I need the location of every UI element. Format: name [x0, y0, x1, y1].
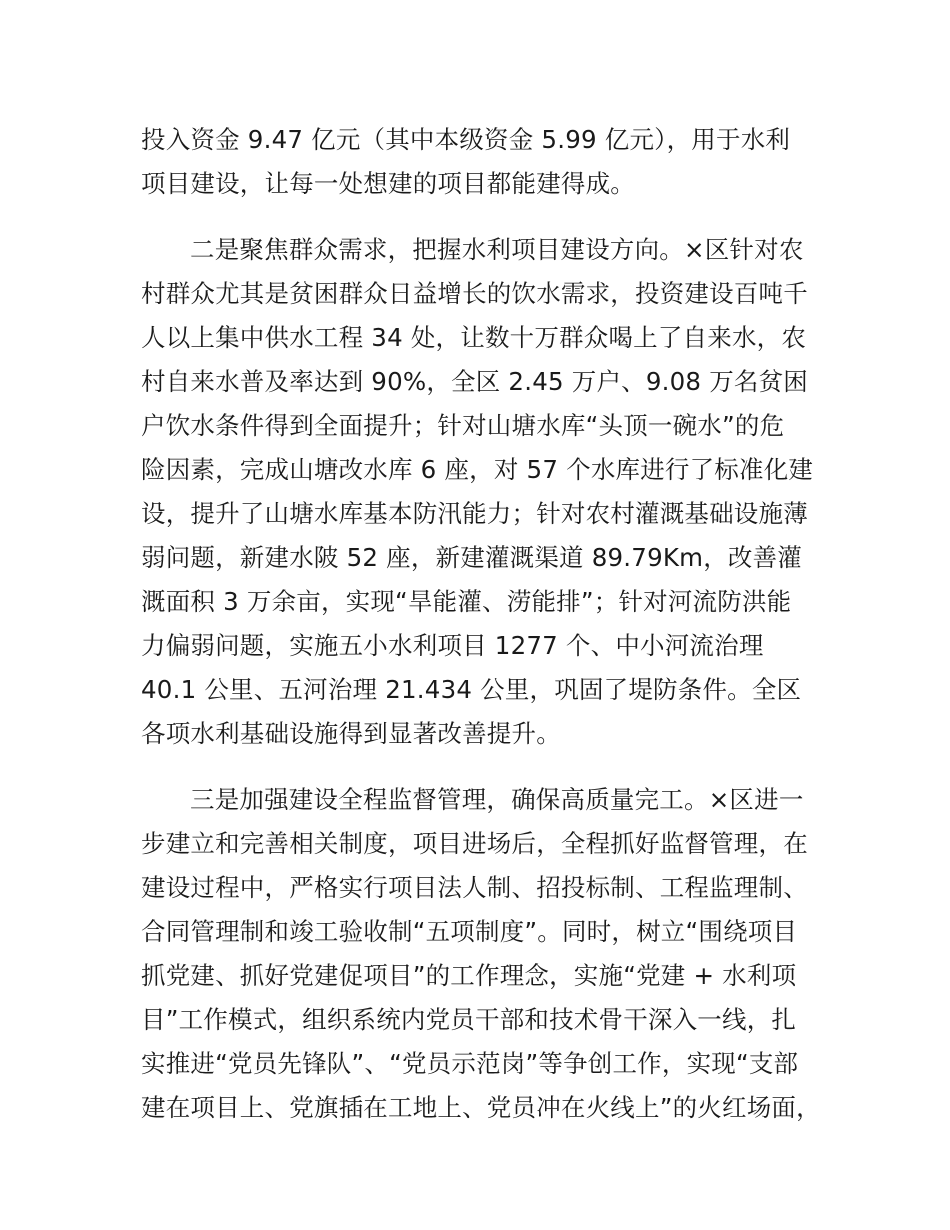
text-line: 各项水利基础设施得到显著改善提升。 [141, 719, 561, 748]
text-line: 建在项目上、党旗插在工地上、党员冲在火线上”的火红场面， [141, 1093, 821, 1122]
text-line: 人以上集中供水工程 34 处，让数十万群众喝上了自来水，农 [141, 323, 807, 352]
text-line: 三是加强建设全程监督管理，确保高质量完工。×区进一 [190, 785, 804, 814]
text-line: 力偏弱问题，实施五小水利项目 1277 个、中小河流治理 [141, 631, 764, 660]
text-line: 村自来水普及率达到 90%，全区 2.45 万户、9.08 万名贫困 [141, 367, 809, 396]
text-line: 户饮水条件得到全面提升；针对山塘水库“头顶一碗水”的危 [141, 411, 785, 440]
text-line: 设，提升了山塘水库基本防汛能力；针对农村灌溉基础设施薄 [141, 499, 808, 528]
text-line: 抓党建、抓好党建促项目”的工作理念，实施“党建 + 水利项 [141, 961, 797, 990]
paragraph-needs [141, 228, 831, 756]
text-line: 步建立和完善相关制度，项目进场后，全程抓好监督管理，在 [141, 829, 808, 858]
paragraph-funding [141, 118, 831, 206]
text-line: 项目建设，让每一处想建的项目都能建得成。 [141, 169, 635, 198]
text-line: 村群众尤其是贫困群众日益增长的饮水需求，投资建设百吨千 [141, 279, 808, 308]
document-body [141, 118, 831, 1130]
text-line: 实推进“党员先锋队”、“党员示范岗”等争创工作，实现“支部 [141, 1049, 799, 1078]
text-line: 二是聚焦群众需求，把握水利项目建设方向。×区针对农 [190, 235, 804, 264]
text-line: 建设过程中，严格实行项目法人制、招投标制、工程监理制、 [141, 873, 808, 902]
paragraph-supervision [141, 778, 831, 1130]
text-line: 弱问题，新建水陂 52 座，新建灌溉渠道 89.79Km，改善灌 [141, 543, 803, 572]
text-line: 险因素，完成山塘改水库 6 座，对 57 个水库进行了标准化建 [141, 455, 814, 484]
text-line: 目”工作模式，组织系统内党员干部和技术骨干深入一线，扎 [141, 1005, 797, 1034]
text-line: 合同管理制和竣工验收制“五项制度”。同时，树立“围绕项目 [141, 917, 798, 946]
text-line: 40.1 公里、五河治理 21.434 公里，巩固了堤防条件。全区 [141, 675, 802, 704]
text-line: 投入资金 9.47 亿元（其中本级资金 5.99 亿元），用于水利 [141, 125, 791, 154]
text-line: 溉面积 3 万余亩，实现“旱能灌、涝能排”；针对河流防洪能 [141, 587, 792, 616]
